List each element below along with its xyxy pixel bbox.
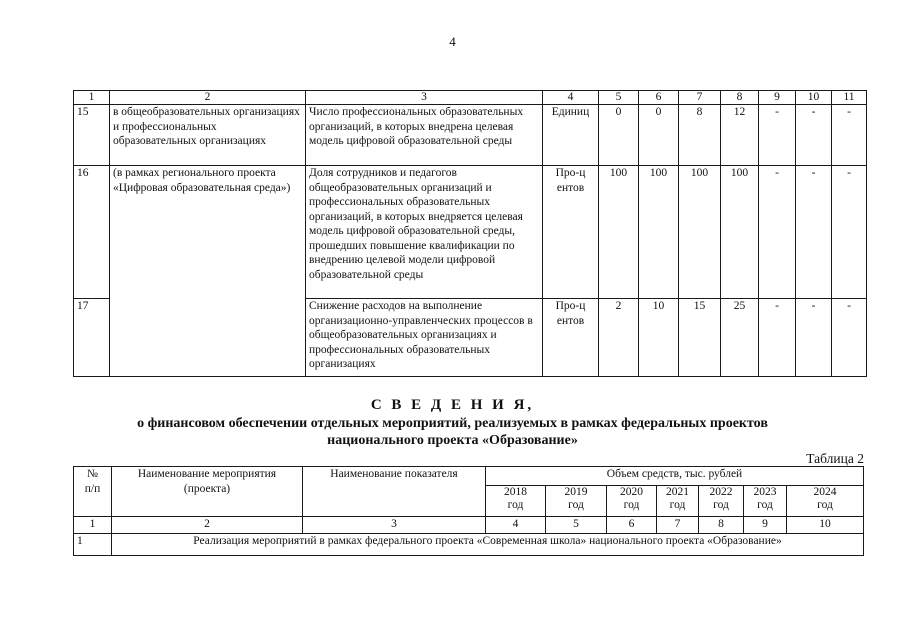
column-index: 7 xyxy=(657,517,699,534)
col-activity-header: Наименование мероприятия (проекта) xyxy=(112,467,303,517)
activity-cell: в общеобразовательных организациях и профессиональных образовательных организациях xyxy=(110,105,306,166)
indicators-table xyxy=(73,90,867,377)
col-indicator-header: Наименование показателя xyxy=(303,467,486,517)
column-index-row xyxy=(74,91,867,105)
value-cell: 10 xyxy=(639,299,679,377)
column-index: 1 xyxy=(74,517,112,534)
column-index: 11 xyxy=(832,91,867,105)
value-cell: 100 xyxy=(599,166,639,299)
value-cell: 25 xyxy=(721,299,759,377)
year-word: год xyxy=(757,499,773,511)
value-cell: - xyxy=(796,105,832,166)
column-index: 9 xyxy=(744,517,787,534)
table-row xyxy=(74,166,867,299)
indicator-cell: Число профессиональных образовательных организаций, в которых внедрена целевая модель цифровой образовательной среды xyxy=(306,105,543,166)
column-index: 5 xyxy=(546,517,607,534)
year-value: 2023 xyxy=(753,486,777,498)
year-word: год xyxy=(713,499,729,511)
column-index: 2 xyxy=(112,517,303,534)
section-subtitle-line2: национального проекта «Образование» xyxy=(327,433,578,448)
table-label: Таблица 2 xyxy=(806,451,864,466)
year-value: 2022 xyxy=(709,486,733,498)
header-row xyxy=(74,467,864,486)
value-cell: 100 xyxy=(721,166,759,299)
table-row xyxy=(74,105,867,166)
value-cell: 15 xyxy=(679,299,721,377)
table-row xyxy=(74,534,864,556)
year-word: год xyxy=(623,499,640,511)
column-index: 2 xyxy=(110,91,306,105)
column-index: 9 xyxy=(759,91,796,105)
year-cell xyxy=(607,486,657,517)
col-num-header xyxy=(74,467,112,517)
value-cell: - xyxy=(832,299,867,377)
value-cell: 100 xyxy=(639,166,679,299)
value-cell: - xyxy=(832,105,867,166)
year-cell xyxy=(787,486,864,517)
column-index: 3 xyxy=(306,91,543,105)
row-number: 1 xyxy=(74,534,112,556)
value-cell: - xyxy=(759,105,796,166)
value-cell: 8 xyxy=(679,105,721,166)
column-index: 4 xyxy=(486,517,546,534)
value-cell: - xyxy=(832,166,867,299)
column-index: 3 xyxy=(303,517,486,534)
column-index: 5 xyxy=(599,91,639,105)
year-cell xyxy=(486,486,546,517)
year-word: год xyxy=(568,499,584,511)
year-value: 2019 xyxy=(564,486,588,498)
page-number: 4 xyxy=(449,34,456,49)
year-value: 2020 xyxy=(620,486,643,498)
section-title: С В Е Д Е Н И Я, xyxy=(370,397,535,413)
unit-cell xyxy=(543,166,599,299)
year-cell xyxy=(657,486,699,517)
value-cell: 0 xyxy=(599,105,639,166)
row-number: 15 xyxy=(74,105,110,166)
year-word: год xyxy=(507,499,524,511)
column-index: 8 xyxy=(699,517,744,534)
year-cell xyxy=(744,486,787,517)
year-value: 2021 xyxy=(666,486,689,498)
unit-text: Про-центов xyxy=(555,300,586,327)
value-cell: - xyxy=(796,299,832,377)
activity-cell: (в рамках регионального проекта «Цифровая образовательная среда») xyxy=(110,166,306,377)
year-value: 2024 xyxy=(813,486,837,498)
row-number: 17 xyxy=(74,299,110,377)
column-index: 10 xyxy=(787,517,864,534)
value-cell: 12 xyxy=(721,105,759,166)
value-cell: - xyxy=(759,166,796,299)
indicator-cell: Снижение расходов на выполнение организационно-управленческих процессов в общеобразовательных организациях и профессиональных образовательных организациях xyxy=(306,299,543,377)
section-subtitle-line1: о финансовом обеспечении отдельных мероприятий, реализуемых в рамках федеральных проектов xyxy=(137,416,768,431)
row-number: 16 xyxy=(74,166,110,299)
activity-span-cell: Реализация мероприятий в рамках федерального проекта «Современная школа» национального проекта «Образование» xyxy=(112,534,864,556)
column-index: 4 xyxy=(543,91,599,105)
column-index: 10 xyxy=(796,91,832,105)
col-funds-header: Объем средств, тыс. рублей xyxy=(486,467,864,486)
indicator-cell: Доля сотрудников и педагогов общеобразовательных организаций и профессиональных образовательных организаций, в которых внедряется целевая модель цифровой образовательной среды, прошедших повышение квалификации по внедрению целевой модели цифровой образовательной среды xyxy=(306,166,543,299)
column-index: 6 xyxy=(639,91,679,105)
column-index-row xyxy=(74,517,864,534)
column-index: 7 xyxy=(679,91,721,105)
unit-cell xyxy=(543,299,599,377)
value-cell: 100 xyxy=(679,166,721,299)
unit-cell: Единиц xyxy=(543,105,599,166)
column-index: 6 xyxy=(607,517,657,534)
col-num-header-text: № п/п xyxy=(84,468,101,495)
year-cell xyxy=(546,486,607,517)
column-index: 1 xyxy=(74,91,110,105)
year-cell xyxy=(699,486,744,517)
financing-table xyxy=(73,466,864,556)
value-cell: 0 xyxy=(639,105,679,166)
year-value: 2018 xyxy=(504,486,527,498)
value-cell: - xyxy=(759,299,796,377)
year-word: год xyxy=(817,499,833,511)
unit-text: Про-центов xyxy=(555,167,586,194)
value-cell: 2 xyxy=(599,299,639,377)
column-index: 8 xyxy=(721,91,759,105)
year-word: год xyxy=(669,499,686,511)
value-cell: - xyxy=(796,166,832,299)
